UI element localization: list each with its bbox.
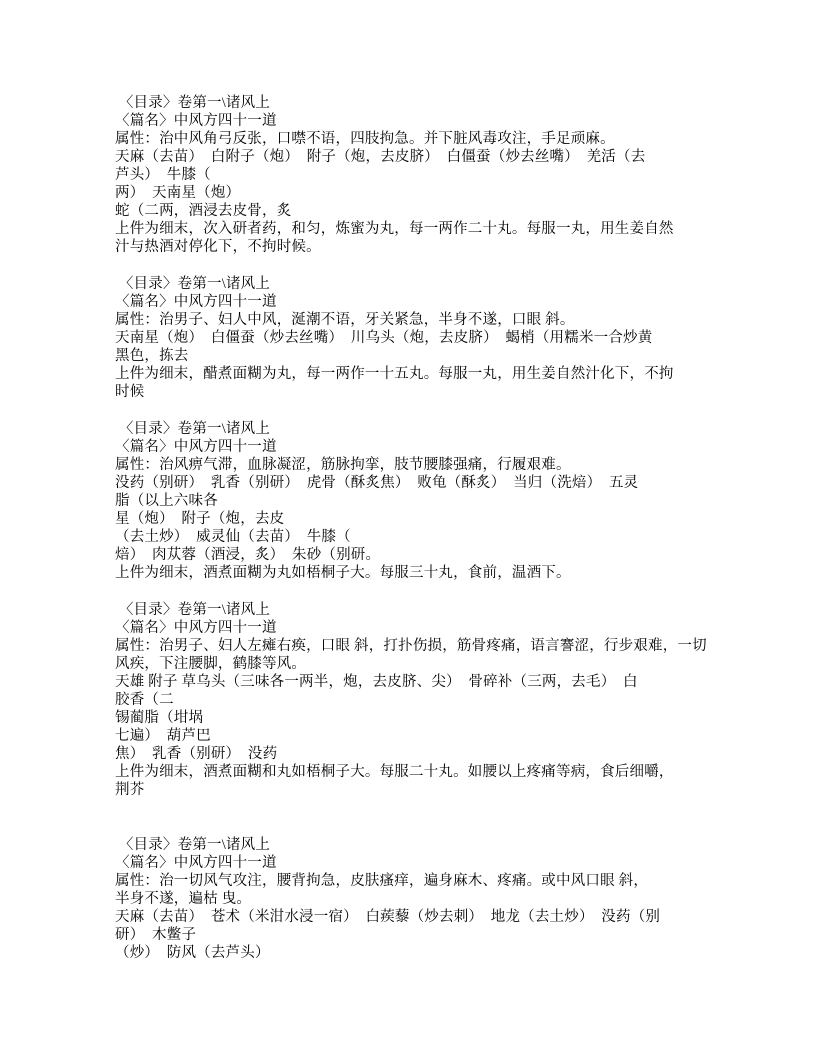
text-line: 上件为细末，醋煮面糊为丸，每一两作一十五丸。每服一丸，用生姜自然汁化下，不拘 [115,366,674,382]
text-line: 上件为细末，酒煮面糊和丸如梧桐子大。每服二十丸。如腰以上疼痛等病，食后细嚼， [115,764,674,780]
text-line: 时候 [115,384,145,400]
text-line: 芦头） 牛膝（ [115,167,211,183]
text-line: 上件为细末，酒煮面糊为丸如梧桐子大。每服三十丸，食前，温酒下。 [115,565,571,581]
text-line: 天麻（去苗） 苍术（米泔水浸一宿） 白蒺藜（炒去刺） 地龙（去土炒） 没药（别 [115,909,661,925]
text-line: 〈篇名〉中风方四十一道 [115,439,277,455]
text-line: 焙） 肉苁蓉（酒浸，炙） 朱砂（别研。 [115,547,381,563]
text-line: 风疾，下注腰脚，鹤膝等风。 [115,656,307,672]
text-line: 七遍） 葫芦巴 [115,728,211,744]
text-line: 研） 木鳖子 [115,927,197,943]
text-line: 黑色，拣去 [115,348,189,364]
prescription-section [115,601,775,799]
text-line: 〈目录〉卷第一\诸风上 [115,95,271,111]
text-line: 属性：治中风角弓反张，口噤不语，四肢拘急。并下脏风毒攻注，手足顽麻。 [115,131,615,147]
text-line: 焦） 乳香（别研） 没药 [115,746,278,762]
text-line: （去土炒） 威灵仙（去苗） 牛膝（ [115,529,351,545]
text-line: 〈篇名〉中风方四十一道 [115,113,277,129]
text-line: 〈篇名〉中风方四十一道 [115,294,277,310]
text-line: 胶香（二 [115,692,174,708]
document-content [115,94,775,962]
text-line: 锡蔺脂（坩埚 [115,710,204,726]
text-line: 〈目录〉卷第一\诸风上 [115,421,271,437]
prescription-section [115,94,775,256]
text-line: 属性：治一切风气攻注，腰背拘急，皮肤瘙痒，遍身麻木、疼痛。或中风口眼 斜， [115,873,649,889]
text-line: 属性：治男子、妇人中风，涎潮不语，牙关紧急，半身不遂，口眼 斜。 [115,312,575,328]
text-line: 蛇（二两，酒浸去皮骨，炙 [115,203,292,219]
text-line: （炒） 防风（去芦头） [115,945,270,961]
text-line: 天南星（炮） 白僵蚕（炒去丝嘴） 川乌头（炮，去皮脐） 蝎梢（用糯米一合炒黄 [115,330,653,346]
text-line: 没药（别研） 乳香（别研） 虎骨（酥炙焦） 败龟（酥炙） 当归（洗焙） 五灵 [115,475,639,491]
text-line: 〈篇名〉中风方四十一道 [115,855,277,871]
prescription-section [115,275,775,401]
text-line: 天雄 附子 草乌头（三味各一两半，炮，去皮脐、尖） 骨碎补（三两，去毛） 白 [115,674,638,690]
text-line: 脂（以上六味各 [115,493,218,509]
text-line: 〈篇名〉中风方四十一道 [115,620,277,636]
text-line: 〈目录〉卷第一\诸风上 [115,602,271,618]
text-line: 荆芥 [115,782,145,798]
text-line: 天麻（去苗） 白附子（炮） 附子（炮，去皮脐） 白僵蚕（炒去丝嘴） 羌活（去 [115,149,646,165]
text-line: 属性：治风痹气滞，血脉凝涩，筋脉拘挛，肢节腰膝强痛，行履艰难。 [115,457,571,473]
text-line: 汁与热酒对停化下，不拘时候。 [115,239,321,255]
text-line: 星（炮） 附子（炮，去皮 [115,511,285,527]
text-line: 半身不遂，遍枯 曳。 [115,891,252,907]
text-line: 上件为细末，次入研者药，和匀，炼蜜为丸，每一两作二十丸。每服一丸，用生姜自然 [115,221,674,237]
text-line: 属性：治男子、妇人左瘫右痪，口眼 斜，打扑伤损，筋骨疼痛，语言謇涩，行步艰难，一切 [115,638,707,654]
prescription-section [115,420,775,582]
text-line: 两） 天南星（炮） [115,185,241,201]
text-line: 〈目录〉卷第一\诸风上 [115,837,271,853]
text-line: 〈目录〉卷第一\诸风上 [115,276,271,292]
prescription-section [115,836,775,962]
